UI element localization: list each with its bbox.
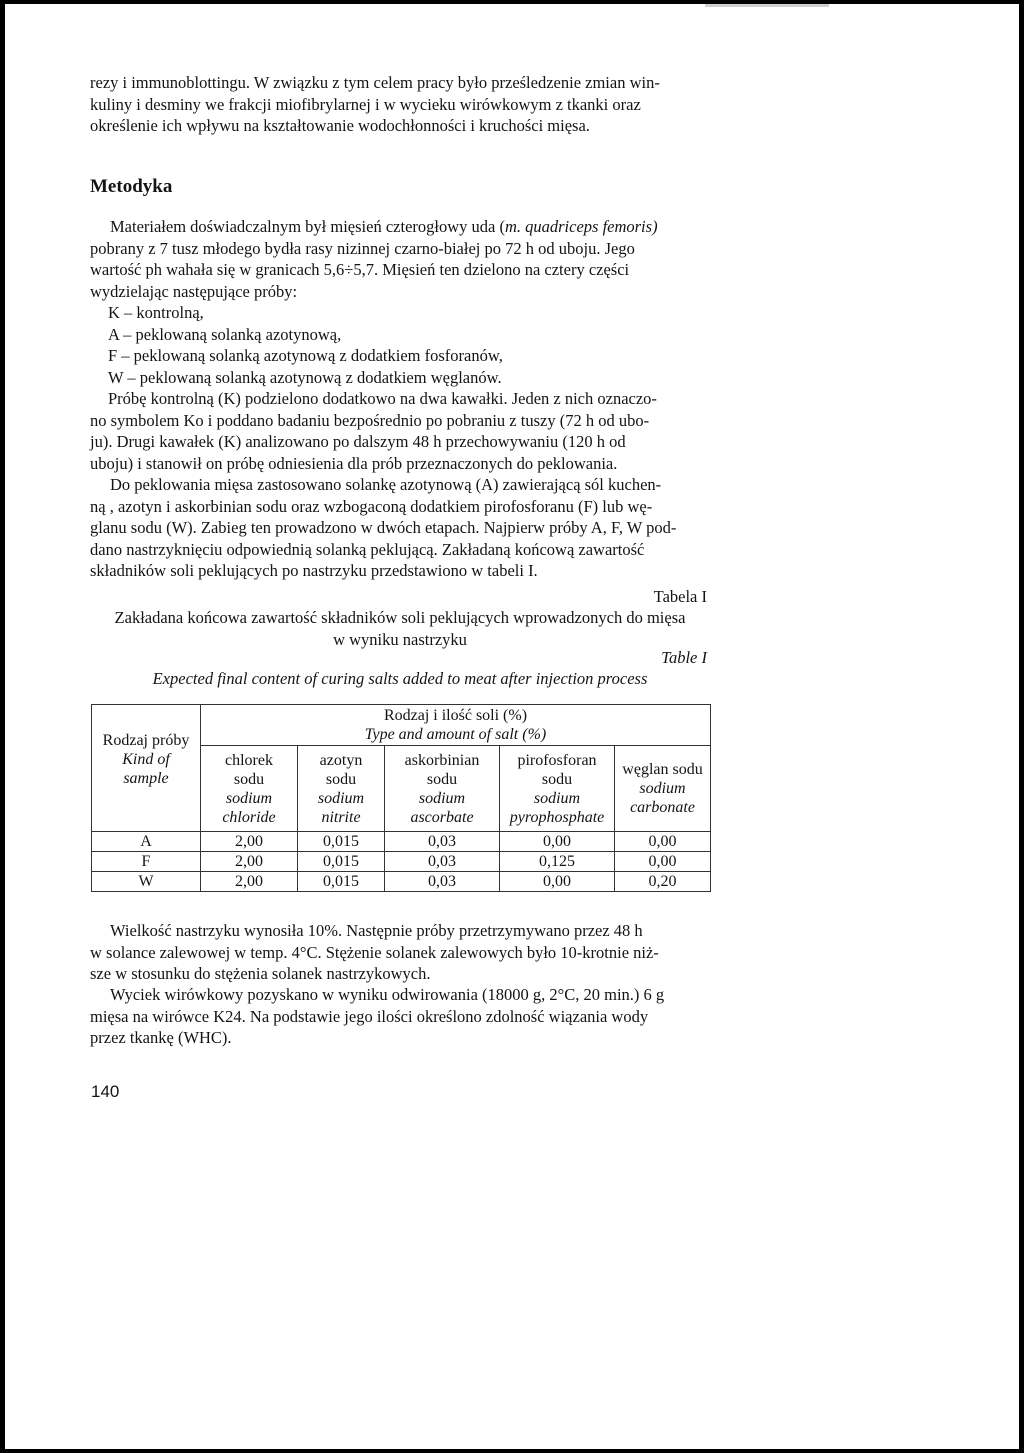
methods-paragraph <box>90 216 708 302</box>
text-line: rezy i immunoblottingu. W związku z tym celem pracy było prześledzenie zmian win- <box>90 73 660 92</box>
header-text: sodu <box>325 770 357 788</box>
table-header-row <box>92 705 711 746</box>
whc-paragraph <box>90 984 708 1049</box>
text-line: wartość ph wahała się w granicach 5,6÷5,7. Mięsień ten dzielono na cztery części <box>90 260 630 279</box>
column-header <box>298 746 385 832</box>
value-cell: 2,00 <box>201 872 298 892</box>
curing-paragraph <box>90 474 708 582</box>
section-heading: Metodyka <box>90 176 173 197</box>
document-page <box>5 4 1019 1449</box>
header-text: azotyn <box>319 751 363 769</box>
table-label-pl: Tabela I <box>653 587 707 606</box>
value-cell: 0,03 <box>385 872 500 892</box>
header-text: sodium <box>418 789 466 807</box>
text-line: w solance zalewowej w temp. 4°C. Stężenie solanek zalewowych było 10-krotnie niż- <box>90 942 659 962</box>
value-cell: 2,00 <box>201 832 298 852</box>
header-text: sodu <box>233 770 265 788</box>
header-text: sodu <box>426 770 458 788</box>
text-line: no symbolem Ko i poddano badaniu bezpośrednio po pobraniu z tuszy (72 h od ubo- <box>90 410 650 430</box>
latin-name: m. quadriceps femoris) <box>504 217 658 236</box>
value-cell: 2,00 <box>201 852 298 872</box>
value-cell: 0,00 <box>615 832 711 852</box>
header-text: sodu <box>541 770 573 788</box>
header-text: carbonate <box>630 799 695 816</box>
text-line: ną , azotyn i askorbinian sodu oraz wzbogaconą dodatkiem pirofosforanu (F) lub wę- <box>90 496 653 516</box>
header-text: węglan sodu <box>622 761 703 778</box>
text-line: glanu sodu (W). Zabieg ten prowadzono w dwóch etapach. Najpierw próby A, F, W pod- <box>90 518 677 537</box>
table-row <box>92 832 711 852</box>
value-cell: 0,00 <box>500 832 615 852</box>
value-cell: 0,03 <box>385 832 500 852</box>
list-item: W – peklowaną solanką azotynową z dodatkiem węglanów. <box>108 367 502 387</box>
injection-paragraph <box>90 920 708 985</box>
text-line: dano nastrzyknięciu odpowiednią solanką peklującą. Zakładaną końcową zawartość <box>90 539 645 559</box>
sample-cell: A <box>92 832 201 852</box>
table-title-pl <box>65 607 735 650</box>
column-header <box>615 746 711 832</box>
header-text: sample <box>123 769 169 787</box>
sample-cell: F <box>92 852 201 872</box>
list-item: F – peklowaną solanką azotynową z dodatkiem fosforanów, <box>108 346 503 365</box>
text-line: pobrany z 7 tusz młodego bydła rasy nizinnej czarno-białej po 72 h od uboju. Jego <box>90 238 635 258</box>
column-header <box>201 746 298 832</box>
header-text: askorbinian <box>404 751 480 769</box>
value-cell: 0,015 <box>298 832 385 852</box>
header-text: chloride <box>222 808 276 826</box>
text-line: uboju) i stanowił on próbę odniesienia dla prób przeznaczonych do peklowania. <box>90 453 618 473</box>
sample-header-cell <box>92 705 201 832</box>
header-text: sodium <box>225 789 273 807</box>
list-item: A – peklowaną solanką azotynową, <box>108 324 342 344</box>
text-line: Próbę kontrolną (K) podzielono dodatkowo na dwa kawałki. Jeden z nich oznaczo- <box>108 389 657 408</box>
value-cell: 0,20 <box>615 872 711 892</box>
value-cell: 0,00 <box>615 852 711 872</box>
text-line: Do peklowania mięsa zastosowano solankę azotynową (A) zawierającą sól kuchen- <box>110 475 662 494</box>
column-header <box>500 746 615 832</box>
header-text: Type and amount of salt (%) <box>364 726 547 743</box>
value-cell: 0,015 <box>298 872 385 892</box>
value-cell: 0,03 <box>385 852 500 872</box>
sample-list <box>108 302 708 388</box>
header-text: sodium <box>533 789 581 807</box>
text-line: wydzielając następujące próby: <box>90 281 298 301</box>
text-line: Wielkość nastrzyku wynosiła 10%. Następnie próby przetrzymywano przez 48 h <box>110 921 643 940</box>
text-line: ju). Drugi kawałek (K) analizowano po dalszym 48 h przechowywaniu (120 h od <box>90 432 626 451</box>
text-line: Wyciek wirówkowy pozyskano w wyniku odwirowania (18000 g, 2°C, 20 min.) 6 g <box>110 985 665 1004</box>
intro-paragraph <box>90 72 708 137</box>
sample-cell: W <box>92 872 201 892</box>
text-line: składników soli peklujących po nastrzyku przedstawiono w tabeli I. <box>90 561 538 580</box>
table-row <box>92 872 711 892</box>
value-cell: 0,00 <box>500 872 615 892</box>
header-text: sodium <box>317 789 365 807</box>
text-line: przez tkankę (WHC). <box>90 1028 232 1047</box>
salt-table <box>91 704 711 892</box>
header-text: pyrophosphate <box>509 808 605 826</box>
header-text: sodium <box>639 780 686 797</box>
header-text: chlorek <box>225 751 273 769</box>
table-label-en: Table I <box>661 648 707 667</box>
text-line: sze w stosunku do stężenia solanek nastrzykowych. <box>90 964 431 983</box>
scan-artifact-line <box>705 4 829 7</box>
header-text: ascorbate <box>410 808 474 826</box>
value-cell: 0,015 <box>298 852 385 872</box>
text-line <box>90 216 708 238</box>
header-text: Kind of <box>122 750 170 768</box>
column-header <box>385 746 500 832</box>
text-span: Materiałem doświadczalnym był mięsień czterogłowy uda ( <box>110 217 505 236</box>
salt-group-header <box>201 705 711 746</box>
control-paragraph <box>90 388 708 474</box>
header-text: Rodzaj i ilość soli (%) <box>383 707 528 724</box>
header-text: Rodzaj próby <box>102 731 190 749</box>
text-line: kuliny i desminy we frakcji miofibrylarnej i w wycieku wirówkowym z tkanki oraz <box>90 94 641 114</box>
header-text: pirofosforan <box>517 751 597 769</box>
page-number: 140 <box>91 1082 120 1101</box>
text-line: Zakładana końcowa zawartość składników soli peklujących wprowadzonych do mięsa <box>114 608 686 627</box>
list-item: K – kontrolną, <box>108 303 204 322</box>
value-cell: 0,125 <box>500 852 615 872</box>
text-line: w wyniku nastrzyku <box>333 629 467 649</box>
text-line: mięsa na wirówce K24. Na podstawie jego ilości określono zdolność wiązania wody <box>90 1006 649 1026</box>
header-text: nitrite <box>321 808 361 826</box>
text-line: określenie ich wpływu na kształtowanie wodochłonności i kruchości mięsa. <box>90 116 590 135</box>
table-row <box>92 852 711 872</box>
table-title-en: Expected final content of curing salts added to meat after injection process <box>152 669 648 688</box>
